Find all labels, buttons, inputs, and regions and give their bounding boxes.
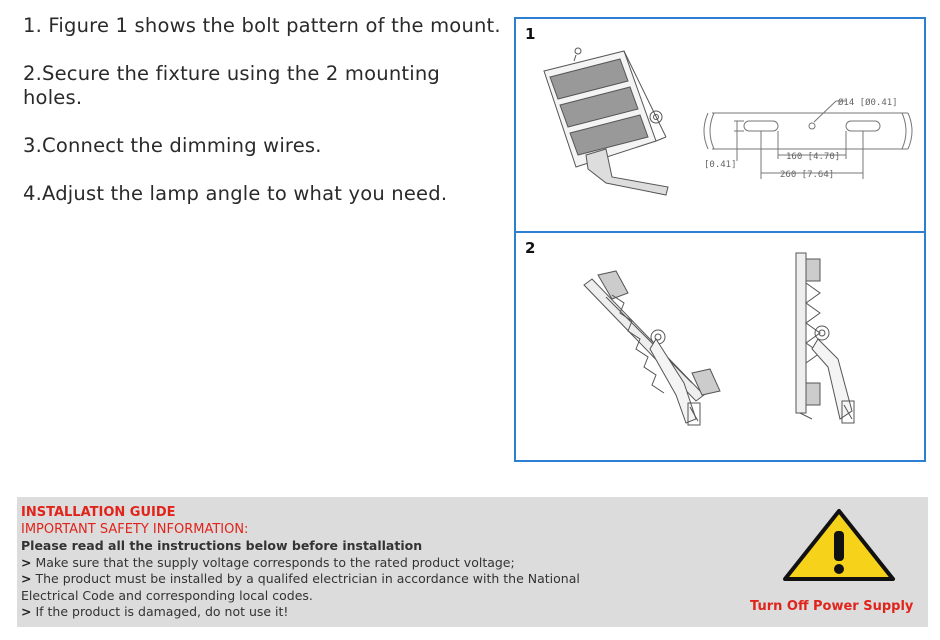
dim-hole-diameter: Ø14 [Ø0.41] <box>838 98 898 108</box>
turn-off-power-label: Turn Off Power Supply <box>750 599 914 614</box>
safety-text <box>21 505 621 621</box>
figure-1-number: 1 <box>525 25 536 43</box>
dim-outer-spacing: 260 [7.64] <box>780 170 835 180</box>
warning-triangle-icon <box>779 507 899 582</box>
safety-item: > The product must be installed by a qualifed electrician in accordance with the National Electrical Code and corresponding local codes. <box>21 571 580 603</box>
installation-guide-panel <box>17 497 928 627</box>
guide-lead: Please read all the instructions below before installation <box>21 538 423 553</box>
step-1: 1. Figure 1 shows the bolt pattern of the mount. <box>23 14 501 37</box>
bullet-arrow: > <box>21 571 32 586</box>
figure-1-drawing <box>516 19 924 231</box>
bullet-arrow: > <box>21 554 32 570</box>
instruction-steps <box>23 14 503 230</box>
figure-1-panel <box>514 17 926 233</box>
guide-title: INSTALLATION GUIDE <box>21 505 176 520</box>
step-4: 4.Adjust the lamp angle to what you need. <box>23 182 448 205</box>
bullet-arrow: > <box>21 604 32 619</box>
fixture-side-view-vertical <box>796 253 854 423</box>
dim-inner-spacing: 160 [4.70] <box>786 152 841 162</box>
figure-2-number: 2 <box>525 239 536 257</box>
safety-item: > If the product is damaged, do not use it! <box>21 604 289 619</box>
step-2: 2.Secure the fixture using the 2 mounting holes. <box>23 62 440 109</box>
fixture-illustration <box>544 48 668 195</box>
dim-height: [0.41] <box>704 160 737 170</box>
guide-subtitle: IMPORTANT SAFETY INFORMATION: <box>21 521 249 537</box>
step-3: 3.Connect the dimming wires. <box>23 134 322 157</box>
safety-item: > Make sure that the supply voltage corresponds to the rated product voltage; <box>21 554 515 570</box>
figure-2-panel <box>514 231 926 462</box>
fixture-side-view-angled <box>584 271 720 425</box>
figure-2-drawing <box>516 233 924 460</box>
